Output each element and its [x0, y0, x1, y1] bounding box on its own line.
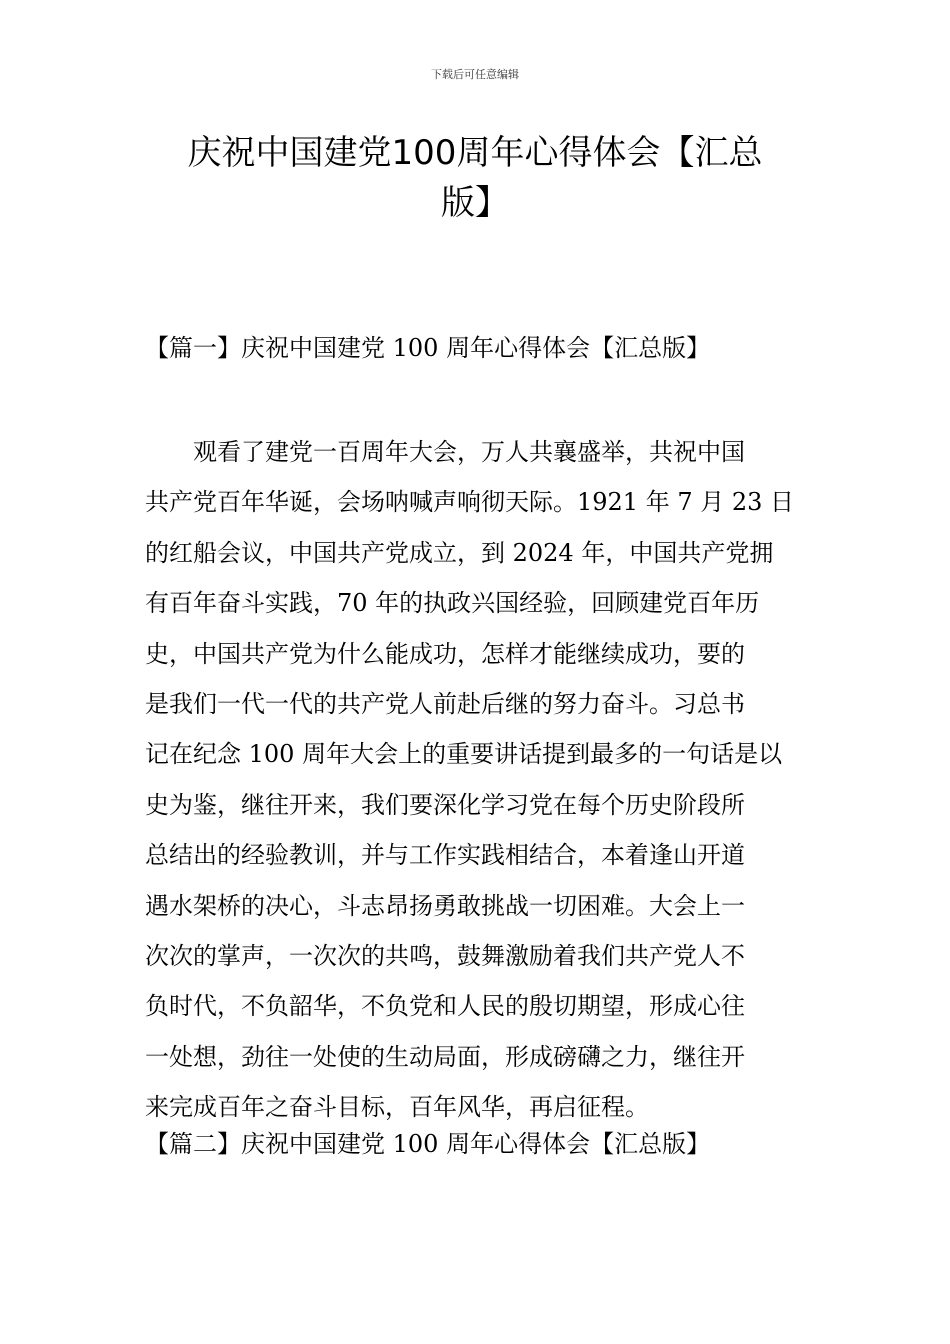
- body-line: 负时代，不负韶华，不负党和人民的殷切期望，形成心往: [145, 992, 745, 1021]
- body-line: 史，中国共产党为什么能成功，怎样才能继续成功，要的: [145, 639, 745, 668]
- body-line: 次次的掌声，一次次的共鸣，鼓舞激励着我们共产党人不: [145, 941, 745, 970]
- body-line: 史为鉴，继往开来，我们要深化学习党在每个历史阶段所: [145, 790, 745, 819]
- body-line: 观看了建党一百周年大会，万人共襄盛举，共祝中国: [193, 438, 745, 466]
- body-line: 有百年奋斗实践，70 年的执政兴国经验，回顾建党百年历: [145, 589, 760, 618]
- body-line: 遇水架桥的决心，斗志昂扬勇敢挑战一切困难。大会上一: [145, 891, 745, 920]
- document-title: [160, 128, 790, 228]
- section-1-body: [145, 427, 810, 1132]
- body-line: 共产党百年华诞，会场呐喊声响彻天际。1921 年 7 月 23 日: [145, 488, 795, 517]
- body-line: 记在纪念 100 周年大会上的重要讲话提到最多的一句话是以: [145, 740, 783, 769]
- body-line: 的红船会议，中国共产党成立，到 2024 年，中国共产党拥: [145, 538, 774, 567]
- title-line-2: 版】: [441, 183, 509, 223]
- body-line: 是我们一代一代的共产党人前赴后继的努力奋斗。习总书: [145, 689, 745, 718]
- body-line: 来完成百年之奋斗目标，百年风华，再启征程。: [145, 1093, 649, 1122]
- body-line: 一处想，劲往一处使的生动局面，形成磅礴之力，继往开: [145, 1042, 745, 1071]
- title-line-1: 庆祝中国建党100周年心得体会【汇总: [187, 133, 763, 173]
- body-line: 总结出的经验教训，并与工作实践相结合，本着逢山开道: [145, 841, 745, 870]
- section-heading-2: 【篇二】庆祝中国建党 100 周年心得体会【汇总版】: [145, 1130, 711, 1158]
- header-note: 下载后可任意编辑: [431, 68, 519, 81]
- section-heading-1: 【篇一】庆祝中国建党 100 周年心得体会【汇总版】: [145, 334, 711, 362]
